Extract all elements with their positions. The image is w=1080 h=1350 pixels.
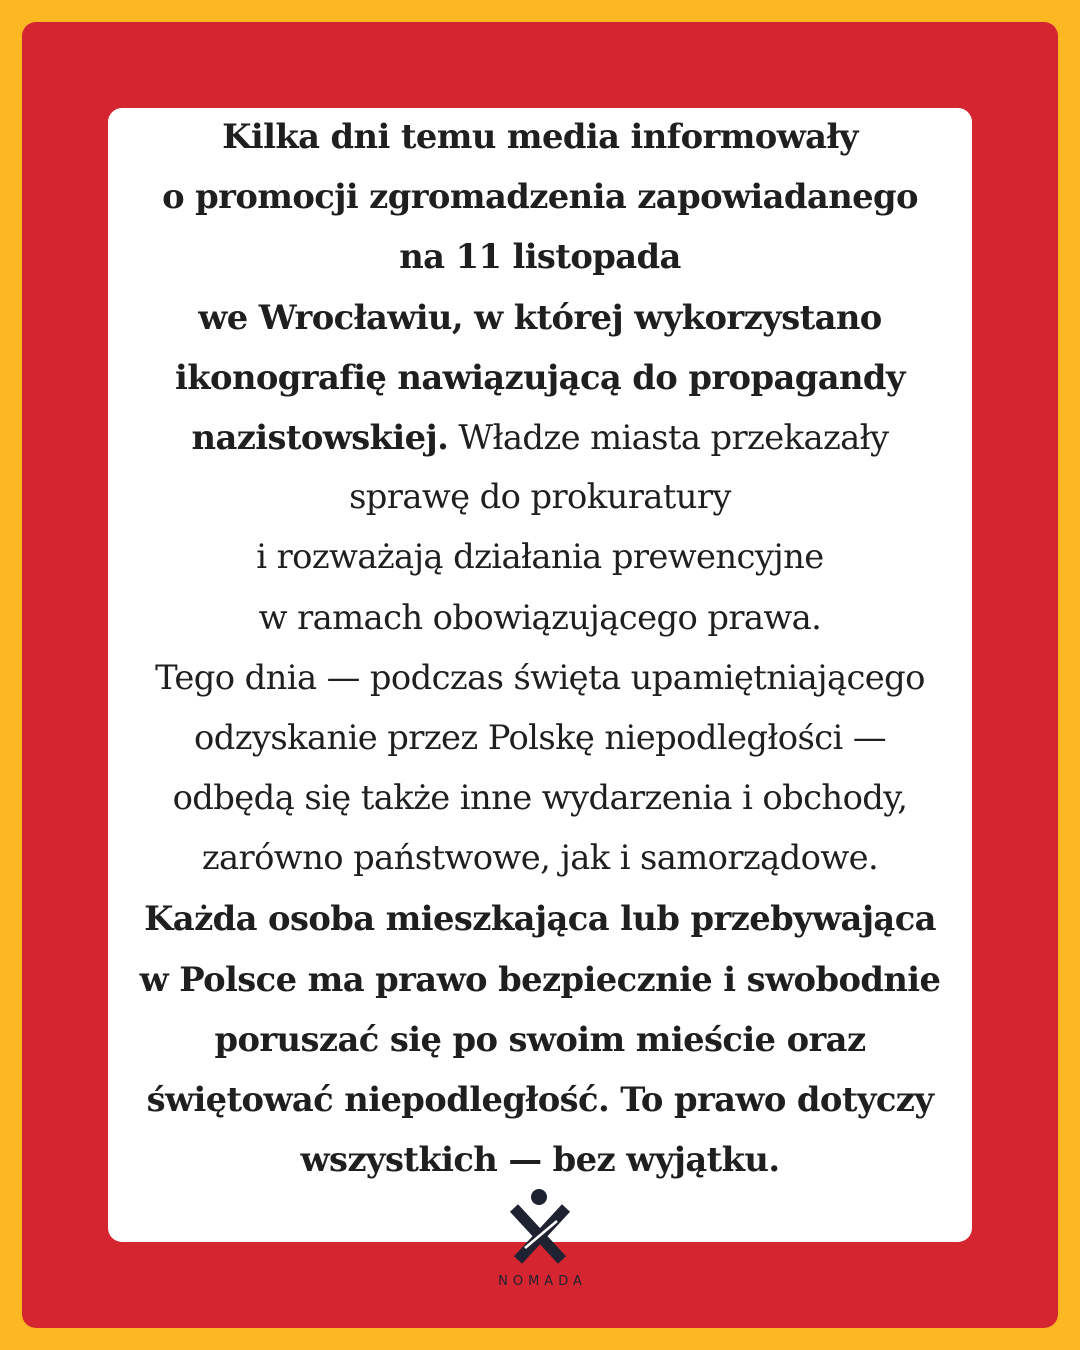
text-line (108, 407, 972, 467)
text-line (108, 708, 972, 768)
bold-text-segment: poruszać się po swoim mieście oraz (214, 1018, 866, 1059)
bold-text-segment: na 11 listopada (399, 236, 681, 277)
bold-text-segment: Każda osoba mieszkająca lub przebywająca (144, 898, 936, 939)
bold-text-segment: we Wrocławiu, w której wykorzystano (198, 296, 882, 337)
text-line (108, 1069, 972, 1129)
regular-text-segment: odbędą się także inne wydarzenia i obchody, (172, 778, 908, 818)
text-line (108, 648, 972, 708)
bold-text-segment: w Polsce ma prawo bezpiecznie i swobodnie (139, 958, 941, 999)
bold-text-segment: nazistowskiej. (191, 416, 449, 457)
text-line (108, 166, 972, 226)
bold-text-segment: o promocji zgromadzenia zapowiadanego (162, 176, 918, 217)
regular-text-segment: w ramach obowiązującego prawa. (258, 597, 822, 637)
text-line (108, 768, 972, 828)
regular-text-segment: zarówno państwowe, jak i samorządowe. (201, 838, 879, 878)
nomada-figure-icon (505, 1188, 575, 1268)
text-line (108, 949, 972, 1009)
bold-text-segment: ikonografię nawiązującą do propagandy (175, 356, 905, 397)
bold-text-segment: Kilka dni temu media informowały (222, 116, 858, 156)
text-line (108, 287, 972, 347)
text-line (108, 467, 972, 527)
regular-text-segment: Władze miasta przekazały (448, 417, 889, 457)
text-line (108, 226, 972, 286)
text-line (108, 527, 972, 587)
text-line (108, 106, 972, 166)
nomada-logo (0, 1188, 1080, 1289)
text-line (108, 588, 972, 648)
bold-text-segment: świętować niepodległość. To prawo dotyczy (146, 1079, 934, 1119)
text-line (108, 1009, 972, 1069)
regular-text-segment: i rozważają działania prewencyjne (256, 537, 824, 577)
regular-text-segment: Tego dnia — podczas święta upamiętniającego (155, 657, 925, 697)
post-text (108, 106, 972, 1189)
text-line (108, 347, 972, 407)
text-line (108, 888, 972, 948)
text-line (108, 828, 972, 888)
text-line (108, 1129, 972, 1189)
regular-text-segment: odzyskanie przez Polskę niepodległości — (194, 717, 886, 757)
logo-text: NOMADA (498, 1274, 587, 1289)
regular-text-segment: sprawę do prokuratury (349, 477, 731, 517)
bold-text-segment: wszystkich — bez wyjątku. (300, 1139, 780, 1180)
